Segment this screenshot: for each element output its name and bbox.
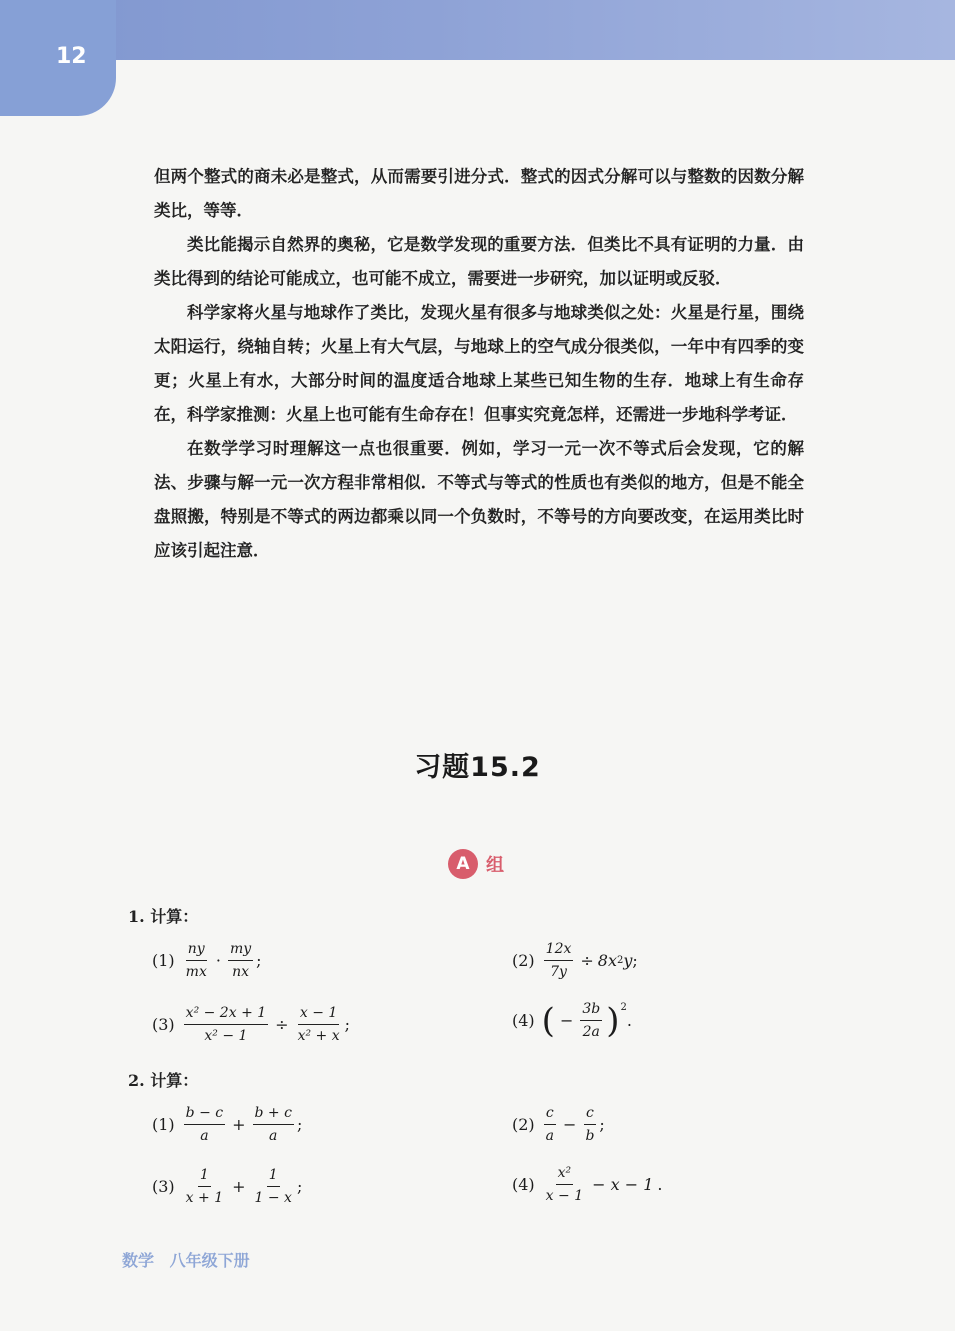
fraction: $\frac{12x}{7y}$ [545, 941, 572, 980]
fraction: $\frac{\text{x²}}{x - 1}$ [545, 1165, 584, 1204]
group-label: 组 [486, 855, 504, 876]
header-band [0, 0, 955, 60]
problem-2-item-3: (3) $\frac{1}{x + 1}$ + $\frac{1}{1 - x}$ ; [152, 1167, 303, 1206]
fraction: $\frac{1}{1 - x}$ [254, 1167, 292, 1206]
page-number: 12 [56, 44, 87, 69]
problem-2-item-2: (2) $\frac{c}{a}$ − $\frac{c}{b}$ ; [512, 1105, 605, 1144]
paragraph-3: 科学家将火星与地球作了类比，发现火星有很多与地球类似之处：火星是行星，围绕太阳运行，绕轴自转；火星上有大气层，与地球上的空气成分很类似，一年中有四季的变更；火星上有水，大部分时间的温度适合地球上某些已知生物的生存．地球上有生命存在，科学家推测：火星上也可能有生命存在！但事实究竟怎样，还需进一步地科学考证． [154, 303, 804, 424]
fraction: $\frac{3b}{2a}$ [582, 1001, 601, 1040]
problem-1-heading: 1. 计算： [128, 907, 199, 926]
problem-2-item-4: (4) $\frac{\text{x²}}{x - 1}$ − x − 1 . [512, 1165, 663, 1204]
problem-2-heading: 2. 计算： [128, 1071, 199, 1090]
paragraph-1: 但两个整式的商未必是整式，从而需要引进分式．整式的因式分解可以与整数的因数分解类比，等等． [154, 167, 804, 220]
problem-1-item-2: (2) $\frac{12x}{7y}$ ÷ 8x 2 y ; [512, 941, 638, 980]
fraction: $\frac{my}{nx}$ [229, 941, 252, 980]
book-title-footer: 数学 八年级下册 [122, 1251, 250, 1270]
fraction: $\frac{b - c}{a}$ [185, 1105, 224, 1144]
problem-1-item-1: (1) $\frac{ny}{mx}$ · $\frac{my}{nx}$ ; [152, 941, 262, 980]
fraction: $\frac{ny}{mx}$ [185, 941, 207, 980]
group-heading [448, 848, 504, 880]
fraction: $\frac{\text{x² − 2x + 1}}{\text{x² − 1}}$ [185, 1005, 267, 1044]
body-text [154, 160, 804, 568]
problem-2-item-1: (1) $\frac{b - c}{a}$ + $\frac{b + c}{a}$ ; [152, 1105, 303, 1144]
problem-1-item-4: (4) ( − $\frac{3b}{2a}$ ) $^2$ . [512, 1000, 632, 1041]
problem-1-item-3: (3) $\frac{\text{x² − 2x + 1}}{\text{x² − 1}}$ ÷ $\frac{x - 1}{\text{x² + x}}$ ; [152, 1005, 350, 1044]
fraction: $\frac{b + c}{a}$ [254, 1105, 292, 1144]
exercise-title: 习题15.2 [414, 752, 541, 783]
fraction: $\frac{1}{x + 1}$ [185, 1167, 224, 1206]
paragraph-4: 在数学学习时理解这一点也很重要．例如，学习一元一次不等式后会发现，它的解法、步骤与解一元一次方程非常相似．不等式与等式的性质也有类似的地方，但是不能全盘照搬，特别是不等式的两边都乘以同一个负数时，不等号的方向要改变，在运用类比时应该引起注意． [154, 439, 804, 560]
fraction: $\frac{c}{a}$ [545, 1105, 555, 1144]
fraction: $\frac{x - 1}{\text{x² + x}}$ [297, 1005, 340, 1044]
paragraph-2: 类比能揭示自然界的奥秘，它是数学发现的重要方法．但类比不具有证明的力量．由类比得到的结论可能成立，也可能不成立，需要进一步研究，加以证明或反驳． [154, 235, 804, 288]
group-badge: A [448, 849, 478, 879]
fraction: $\frac{c}{b}$ [585, 1105, 595, 1144]
page-number-tab [0, 0, 116, 116]
